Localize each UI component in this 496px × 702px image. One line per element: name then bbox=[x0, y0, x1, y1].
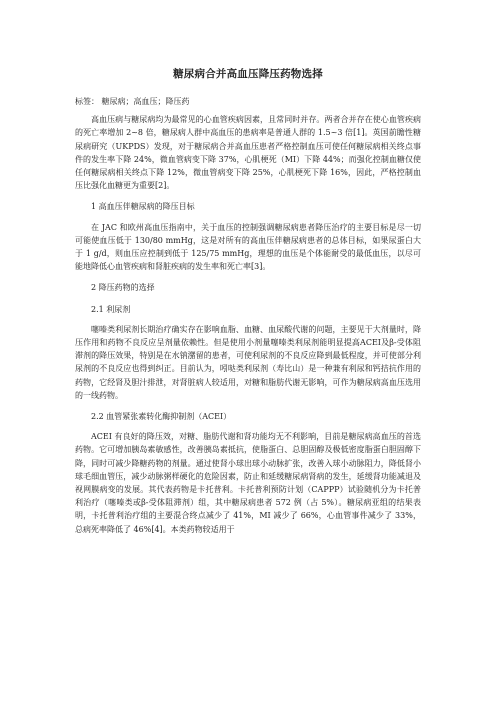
paragraph-acei: ACEI 有良好的降压效，对糖、脂肪代谢和肾功能均无不利影响，目前是糖尿病高血压的首选药物。它可增加胰岛素敏感性，改善胰岛素抵抗，使脂蛋白、总胆固醇及极低密度脂蛋白胆固醇下降，同时可减少降糖药物的剂量。通过使肾小球出球小动脉扩张，改善入球小动脉阻力，降低肾小球毛细血管压，减少动脉粥样硬化的危险因素，防止和延缓糖尿病肾病的发生，延缓肾功能减退及视网膜病变的发展。其代表药物是卡托普利。卡托普利预防计划（CAPPP）试验随机分为卡托普利治疗（噻嗪类或β-受体阻滞剂）组，其中糖尿病患者 572 例（占 5%）。糖尿病亚组的结果表明，卡托普利治疗组的主要混合终点减少了 41%，MI 减少了 66%，心血管事件减少了 33%，总病死率降低了 46%[4]。本类药物较适用于 bbox=[75, 432, 421, 534]
paragraph-intro: 高血压病与糖尿病均为最常见的心血管疾病因素，且常同时并存。两者合并存在使心血管疾病的死亡率增加 2~8 倍，糖尿病人群中高血压的患病率是普通人群的 1.5~3 倍[1]。英国前瞻性糖尿病研究（UKPDS）发现，对于糖尿病合并高血压患者严格控制血压可使任何糖尿病相关终点事件的发生率下降 24%，微血管病变下降 37%，心肌梗死（MI）下降 44%；而强化控制血糖仅使任何糖尿病相关终点下降 12%，微血管病变下降 25%，心肌梗死下降 16%，因此，严格控制血压比强化血糖更为重要[2]。 bbox=[75, 115, 421, 191]
paragraph-diuretics: 噻嗪类利尿剂长期治疗确实存在影响血脂、血糖、血尿酸代谢的问题，主要见于大剂量时，降压作用和药物不良反应呈剂量依赖性。但是使用小剂量噻嗪类利尿剂能明显提高ACEI及β-受体阻滞剂的降压效果，特别是在水钠潴留的患者，可使利尿剂的不良反应降到最低程度，并可使部分利尿剂的不良反应也得到纠正。目前认为，吲哒类利尿剂（寿比山）是一种兼有利尿和钙拮抗作用的药物，它经肾及胆汁排泄，对肾脏病人较适用，对糖和脂肪代谢无影响，可作为糖尿病高血压选用的一线药物。 bbox=[75, 324, 421, 400]
subsection-heading-2-1: 2.1 利尿剂 bbox=[91, 304, 131, 314]
keywords-line: 标签： 糖尿病；高血压；降压药 bbox=[75, 97, 190, 106]
document-body bbox=[75, 95, 421, 536]
section-heading-1: 1 高血压伴糖尿病的降压目标 bbox=[91, 202, 195, 212]
paragraph-target: 在 JAC 和欧州高血压指南中，关于血压的控制强调糖尿病患者降压治疗的主要目标是尽一切可能使血压低于 130/80 mmHg，这是对所有的高血压伴糖尿病患者的总体目标，如果尿蛋白大于 1 g/d，则血压应控制到低于 125/75 mmHg，理想的血压是个体能耐受的最低血压，以尽可能地降低心血管疾病和肾脏疾病的发生率和死亡率[3]。 bbox=[75, 222, 421, 272]
section-heading-2: 2 降压药物的选择 bbox=[91, 283, 155, 293]
subsection-heading-2-2: 2.2 血管紧张素转化酶抑制剂（ACEI） bbox=[91, 412, 232, 422]
document-title: 糖尿病合并高血压降压药物选择 bbox=[173, 68, 323, 80]
